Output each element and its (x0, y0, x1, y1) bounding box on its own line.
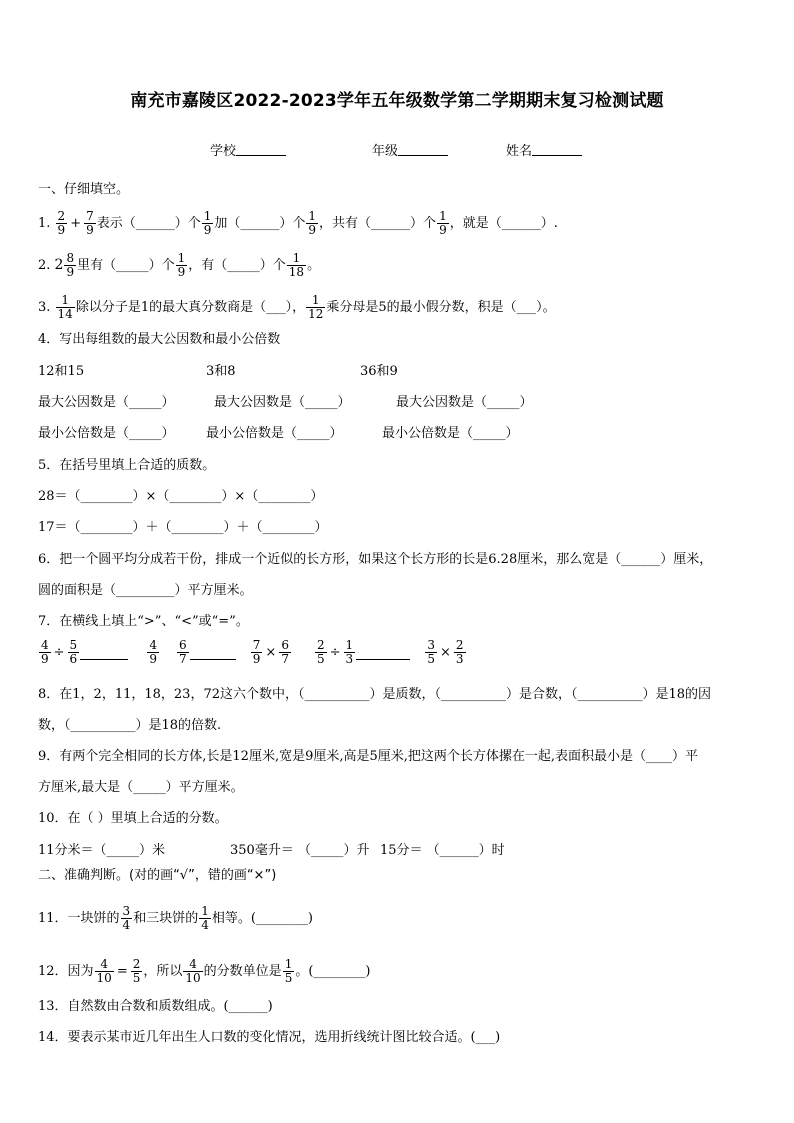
name-field (506, 140, 582, 159)
answer-blank[interactable] (190, 645, 236, 660)
fraction: $\frac{1}{14}$ (57, 293, 73, 321)
answer-blank[interactable] (80, 645, 128, 660)
section-1-heading: 一、仔细填空。 (38, 182, 130, 197)
question-9-line2: 方厘米,最大是（_____）平方厘米。 (38, 780, 244, 795)
expression-3: $\frac{2}{5}$ ÷ $\frac{1}{3}$ $\frac{3}{5}$ × $\frac{2}{3}$ (317, 638, 464, 666)
fraction: $\frac{3}{4}$ (122, 904, 131, 932)
fraction: $\frac{1}{18}$ (288, 251, 305, 279)
question-8-line2: 数，（__________）是18的倍数. (38, 718, 222, 733)
question-2: 2. 2 $\frac{8}{9}$ 里有（_____）个 $\frac{1}{9}$ ，有（_____）个 $\frac{1}{18}$ 。 (38, 251, 321, 279)
grade-label: 年级 (372, 144, 399, 159)
name-blank[interactable] (532, 143, 582, 156)
question-8-line1: 8．在1，2，11，18，23，72这六个数中，（__________）是质数，（__________）是合数，（__________）是18的因 (38, 687, 712, 702)
expression-1: $\frac{4}{9}$ ÷ $\frac{5}{6}$ $\frac{4}{9}$ (41, 638, 157, 666)
fraction: $\frac{2}{5}$ (132, 957, 141, 985)
answer-blank[interactable] (356, 645, 410, 660)
question-7: 7．在横线上填上“>”、“<”或“=”。 (38, 614, 249, 629)
expression-2: $\frac{6}{7}$ $\frac{7}{9}$ × $\frac{6}{7}$ (179, 638, 289, 666)
question-6-line2: 圆的面积是（_________）平方厘米。 (38, 583, 253, 598)
fraction: $\frac{2}{9}$ (57, 209, 66, 237)
grade-blank[interactable] (398, 143, 448, 156)
fraction: $\frac{1}{9}$ (439, 209, 447, 237)
question-1: 1. $\frac{2}{9}$ + $\frac{7}{9}$ 表示（______）个 $\frac{1}{9}$ 加（______）个 $\frac{1}{9}$ ，共有（______）个 $\frac{1}{9}$ ，就是（______）. (38, 209, 558, 237)
school-blank[interactable] (236, 143, 286, 156)
question-12: 12．因为 $\frac{4}{10}$ = $\frac{2}{5}$ ，所以 $\frac{4}{10}$ 的分数单位是 $\frac{1}{5}$ 。(________) (38, 957, 371, 985)
question-5-row1: 28＝（________）×（________）×（________） (38, 489, 324, 504)
fraction: $\frac{4}{10}$ (185, 957, 201, 985)
fraction: $\frac{1}{5}$ (284, 957, 293, 985)
exam-page: 南充市嘉陵区2022-2023学年五年级数学第二学期期末复习检测试题 学校 年级 姓名 一、仔细填空。 1. $\frac{2}{9}$ + $\frac{7}{9}$ 表示（______）个 $\frac{1}{9}$ 加（______）个 $\frac{1}{9}$ ，共有（______）个 $\frac{1}{9}$ ，就是（______）. 2. 2 $\frac{8}{9}$ 里有（_____）个 $\frac{1}{9}$ ，有（_____）个 $\frac{1}{18}$ 。 3. $\frac{1}{14}$ 除以分子是1的最大真分数商是（___）， $\frac{1}{12}$ 乘分母是5的最小假分数，积是（___）。 4．写出每组数的最大公因数和最小公倍数 12和15 3和8 36和9 最大公因数是（_____） 最大公因数是（_____） 最大公因数是（_____） 最小公倍数是（_____） 最小公倍数是（_____） 最小公倍数是（_____） 5．在括号里填上合适的质数。 28＝（________）×（________）×（________） 17＝（________）＋（________）＋（________） 6．把一个圆平均分成若干份，排成一个近似的长方形，如果这个长方形的长是6.28厘米，那么宽是（______）厘米， 圆的面积是（_________）平方厘米。 7．在横线上填上“>”、“<”或“=”。 $\frac{4}{9}$ ÷ $\frac{5}{6}$ $\frac{4}{9}$ $\frac{6}{7}$ $\frac{7}{9}$ × $\frac{6}{7}$ $\frac{2}{5}$ ÷ $\frac{1}{3}$ $\frac{3}{5}$ × $\frac{2}{3}$ 8．在1，2，11，18，23，72这六个数中，（__________）是质数，（__________）是合数，（__________）是18的因 数，（__________）是18的倍数. 9．有两个完全相同的长方体,长是12厘米,宽是9厘米,高是5厘米,把这两个长方体摞在一起,表面积最小是（____）平 方厘米,最大是（_____）平方厘米。 10．在（ ）里填上合适的分数。 11分米＝（_____）米 350毫升＝ （_____）升 15分＝ （______）时 二、准确判断。(对的画“√”，错的画“×”) 11．一块饼的 $\frac{3}{4}$ 和三块饼的 $\frac{1}{4}$ 相等。(________) 12．因为 $\frac{4}{10}$ = $\frac{2}{5}$ ，所以 $\frac{4}{10}$ 的分数单位是 $\frac{1}{5}$ 。(________) 13．自然数由合数和质数组成。(______) 14．要表示某市近几年出生人口数的变化情况，选用折线统计图比较合适。(___) (0, 0, 794, 1123)
fraction: $\frac{7}{9}$ (86, 209, 94, 237)
fraction: $\frac{1}{12}$ (308, 293, 324, 321)
question-9-line1: 9．有两个完全相同的长方体,长是12厘米,宽是9厘米,高是5厘米,把这两个长方体摞在一起,表面积最小是（____）平 (38, 749, 699, 764)
question-6-line1: 6．把一个圆平均分成若干份，排成一个近似的长方形，如果这个长方形的长是6.28厘米，那么宽是（______）厘米， (38, 552, 713, 567)
question-5: 5．在括号里填上合适的质数。 (38, 458, 216, 473)
question-3: 3. $\frac{1}{14}$ 除以分子是1的最大真分数商是（___）， $\frac{1}{12}$ 乘分母是5的最小假分数，积是（___）。 (38, 293, 556, 321)
fraction: $\frac{4}{10}$ (96, 957, 112, 985)
section-2-heading: 二、准确判断。(对的画“√”，错的画“×”) (38, 868, 277, 883)
fraction: $\frac{8}{9}$ (66, 251, 75, 279)
grade-field (372, 140, 448, 159)
question-5-row2: 17＝（________）＋（________）＋（________） (38, 520, 328, 535)
fraction: $\frac{1}{9}$ (177, 251, 186, 279)
question-14: 14．要表示某市近几年出生人口数的变化情况，选用折线统计图比较合适。(___) (38, 1030, 501, 1045)
fraction: $\frac{1}{9}$ (308, 209, 317, 237)
school-label: 学校 (210, 144, 237, 159)
name-label: 姓名 (506, 144, 533, 159)
question-11: 11．一块饼的 $\frac{3}{4}$ 和三块饼的 $\frac{1}{4}$ 相等。(________) (38, 904, 313, 932)
exam-title: 南充市嘉陵区2022-2023学年五年级数学第二学期期末复习检测试题 (130, 91, 664, 111)
fraction: $\frac{1}{9}$ (203, 209, 212, 237)
question-13: 13．自然数由合数和质数组成。(______) (38, 999, 273, 1014)
question-4: 4．写出每组数的最大公因数和最小公倍数 (38, 332, 281, 347)
fraction: $\frac{1}{4}$ (201, 904, 209, 932)
question-10: 10．在（ ）里填上合适的分数。 (38, 811, 228, 826)
school-field (210, 140, 286, 159)
